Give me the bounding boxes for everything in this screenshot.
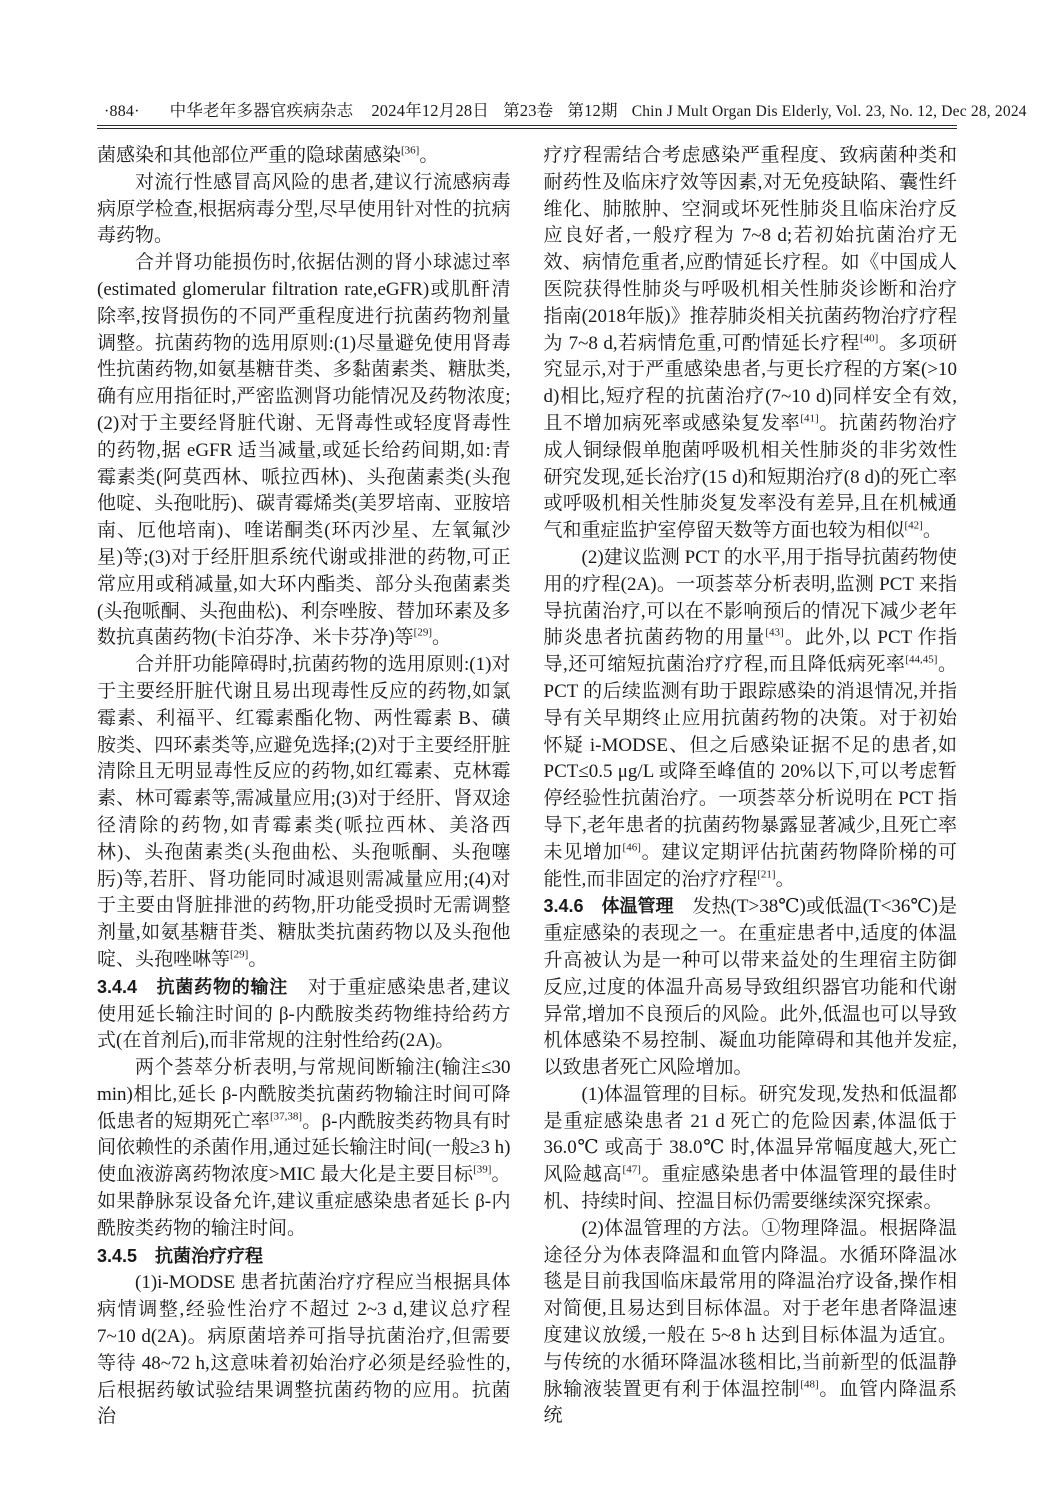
body-paragraph: 对流行性感冒高风险的患者,建议行流感病毒病原学检查,根据病毒分型,尽早使用针对性的抗病毒药物。: [97, 171, 511, 247]
article-body: [97, 143, 957, 1431]
section-heading: 3.4.6 体温管理: [543, 896, 674, 917]
page-number: ·884·: [104, 103, 140, 120]
issue-number-cn: 第12期: [567, 101, 618, 120]
section-heading: 3.4.5 抗菌治疗疗程: [97, 1245, 264, 1266]
body-paragraph: 合并肝功能障碍时,抗菌药物的选用原则:(1)对于主要经肝脏代谢且易出现毒性反应的药物,如氯霉素、利福平、红霉素酯化物、两性霉素 B、磺胺类、四环素类等,应避免选择;(2)对于主要经肝脏清除且无明显毒性反应的药物,如红霉素、克林霉素、林可霉素等,需减量应用;(3)对于经肝、肾双途径清除的药物,如青霉素类(哌拉西林、美洛西林)、头孢菌素类(头孢曲松、头孢哌酮、头孢噻肟)等,若肝、肾功能同时减退则需减量应用;(4)对于主要由肾脏排泄的药物,肝功能受损时无需调整剂量,如氨基糖苷类、糖肽类抗菌药物以及头孢他啶、头孢唑啉等[29]。: [97, 654, 511, 970]
section-paragraph: [97, 1243, 511, 1271]
reference-marker: [47]: [622, 1163, 641, 1176]
volume-cn: 第23卷: [503, 101, 554, 120]
body-paragraph: 疗疗程需结合考虑感染严重程度、致病菌种类和耐药性及临床疗效等因素,对无免疫缺陷、囊性纤维化、肺脓肿、空洞或坏死性肺炎且临床治疗反应良好者,一般疗程为 7~8 d;若初始抗菌治疗无效、病情危重者,应酌情延长疗程。如《中国成人医院获得性肺炎与呼吸机相关性肺炎诊断和治疗指南(2018年版)》推荐肺炎相关抗菌药物治疗疗程为 7~8 d,若病情危重,可酌情延长疗程[40]。多项研究显示,对于严重感染患者,与更长疗程的方案(>10 d)相比,短疗程的抗菌治疗(7~10 d)同样安全有效,且不增加病死率或感染复发率[41]。抗菌药物治疗成人铜绿假单胞菌呼吸机相关性肺炎的非劣效性研究发现,延长治疗(15 d)和短期治疗(8 d)的死亡率或呼吸机相关性肺炎复发率没有差异,且在机械通气和重症监护室停留天数等方面也较为相似[42]。: [543, 145, 957, 542]
running-header: [104, 97, 1027, 121]
reference-marker: [43]: [765, 627, 784, 640]
body-paragraph: 合并肾功能损伤时,依据估测的肾小球滤过率(estimated glomerular filtration rate,eGFR)或肌酐清除率,按肾损伤的不同严重程度进行抗菌药物剂量调整。抗菌药物的选用原则:(1)尽量避免使用肾毒性抗菌药物,如氨基糖苷类、多黏菌素类、糖肽类,确有应用指征时,严密监测肾功能情况及药物浓度;(2)对于主要经肾脏代谢、无肾毒性或轻度肾毒性的药物,据 eGFR 适当减量,或延长给药间期,如:青霉素类(阿莫西林、哌拉西林)、头孢菌素类(头孢他啶、头孢吡肟)、碳青霉烯类(美罗培南、亚胺培南、厄他培南)、喹诺酮类(环丙沙星、左氧氟沙星)等;(3)对于经肝胆系统代谢或排泄的药物,可正常应用或稍减量,如大环内酯类、部分头孢菌素类(头孢哌酮、头孢曲松)、利奈唑胺、替加环素及多数抗真菌药物(卡泊芬净、米卡芬净)等[29]。: [97, 252, 511, 649]
section-heading: 3.4.4 抗菌药物的输注: [97, 976, 289, 997]
body-paragraph: (1)体温管理的目标。研究发现,发热和低温都是重症感染患者 21 d 死亡的危险因素,体温低于 36.0℃ 或高于 38.0℃ 时,体温异常幅度越大,死亡风险越高[47]。重症感染患者中体温管理的最佳时机、持续时间、控温目标仍需要继续深究探索。: [543, 1083, 957, 1213]
reference-marker: [40]: [859, 332, 879, 345]
reference-marker: [39]: [473, 1163, 492, 1176]
header-divider-rule: [97, 125, 957, 129]
reference-marker: [44,45]: [905, 653, 938, 666]
body-paragraph: 菌感染和其他部位严重的隐球菌感染[36]。: [97, 144, 439, 166]
reference-marker: [46]: [622, 841, 641, 854]
reference-marker: [37,38]: [269, 1110, 303, 1123]
body-paragraph: (1)i-MODSE 患者抗菌治疗疗程应当根据具体病情调整,经验性治疗不超过 2~3 d,建议总疗程 7~10 d(2A)。病原菌培养可指导抗菌治疗,但需要等待 48~72 h,这意味着初始治疗必须是经验性的,后根据药敏试验结果调整抗菌药物的应用。抗菌治: [97, 1272, 511, 1428]
reference-marker: [42]: [904, 519, 923, 532]
section-paragraph: 3.4.6 体温管理 发热(T>38℃)或低温(T<36℃)是重症感染的表现之一。在重症患者中,适度的体温升高被认为是一种可以带来益处的生理宿主防御反应,过度的体温升高易导致组织器官功能和代谢异常,增加不良预后的风险。此外,低温也可以导致机体感染不易控制、凝血功能障碍和其他并发症,以致患者死亡风险增加。: [543, 896, 958, 1079]
body-paragraph: (2)体温管理的方法。①物理降温。根据降温途径分为体表降温和血管内降温。水循环降温冰毯是目前我国临床最常用的降温治疗设备,操作相对简便,且易达到目标体温。对于老年患者降温速度建议放缓,一般在 5~8 h 达到目标体温为适宜。与传统的水循环降温冰毯相比,当前新型的低温静脉输液装置更有利于体温控制[48]。血管内降温系统: [543, 1217, 957, 1427]
journal-title-cn: 中华老年多器官疾病杂志: [169, 101, 354, 120]
reference-marker: [41]: [800, 412, 819, 425]
reference-marker: [21]: [757, 868, 776, 881]
right-column: [544, 143, 958, 1431]
body-paragraph: (2)建议监测 PCT 的水平,用于指导抗菌药物使用的疗程(2A)。一项荟萃分析表明,监测 PCT 来指导抗菌治疗,可以在不影响预后的情况下减少老年肺炎患者抗菌药物的用量[43]。此外,以 PCT 作指导,还可缩短抗菌治疗疗程,而且降低病死率[44,45]。PCT 的后续监测有助于跟踪感染的消退情况,并指导有关早期终止应用抗菌药物的决策。对于初始怀疑 i-MODSE、但之后感染证据不足的患者,如 PCT≤0.5 μg/L 或降至峰值的 20%以下,可以考虑暂停经验性抗菌治疗。一项荟萃分析说明在 PCT 指导下,老年患者的抗菌药物暴露显著减少,且死亡率未见增加[46]。建议定期评估抗菌药物降阶梯的可能性,而非固定的治疗疗程[21]。: [543, 546, 957, 890]
section-paragraph: 3.4.4 抗菌药物的输注 对于重症感染患者,建议使用延长输注时间的 β-内酰胺类药物维持给药方式(在首剂后),而非常规的注射性给药(2A)。: [97, 976, 511, 1052]
left-column: [97, 143, 511, 1431]
issue-date-cn: 2024年12月28日: [371, 101, 490, 120]
reference-marker: [29]: [413, 627, 432, 640]
reference-marker: [48]: [800, 1378, 819, 1391]
journal-info-en: Chin J Mult Organ Dis Elderly, Vol. 23, No. 12, Dec 28, 2024: [631, 103, 1027, 120]
reference-marker: [29]: [230, 948, 249, 961]
body-paragraph: 两个荟萃分析表明,与常规间断输注(输注≤30 min)相比,延长 β-内酰胺类抗菌药物输注时间可降低患者的短期死亡率[37,38]。β-内酰胺类药物具有时间依赖性的杀菌作用,通过延长输注时间(一般≥3 h)使血液游离药物浓度>MIC 最大化是主要目标[39]。如果静脉泵设备允许,建议重症感染患者延长 β-内酰胺类药物的输注时间。: [97, 1057, 511, 1239]
reference-marker: [36]: [401, 144, 420, 157]
